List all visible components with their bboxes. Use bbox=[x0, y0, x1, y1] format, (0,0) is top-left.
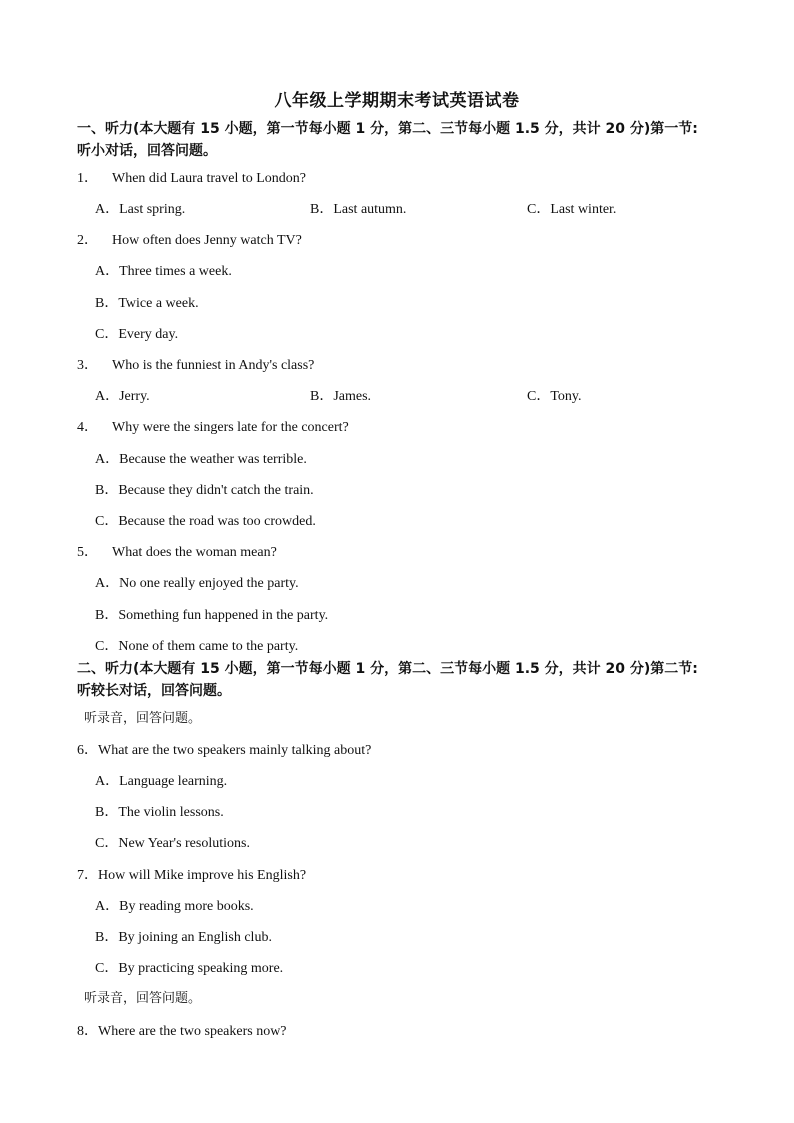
option-a: A．Because the weather was terrible. bbox=[95, 452, 307, 467]
option-a: A．Last spring. bbox=[95, 202, 186, 217]
listening-instruction: 听录音，回答问题。 bbox=[84, 991, 202, 1006]
question-text: Who is the funniest in Andy's class? bbox=[112, 358, 315, 373]
option-c: C．Every day. bbox=[95, 327, 179, 342]
option-a: A．No one really enjoyed the party. bbox=[95, 576, 299, 591]
question-text: When did Laura travel to London? bbox=[112, 171, 306, 186]
question-text: What are the two speakers mainly talking about? bbox=[98, 743, 372, 758]
question-8 bbox=[77, 1020, 287, 1040]
question-text: Where are the two speakers now? bbox=[98, 1024, 287, 1039]
question-6 bbox=[77, 739, 371, 759]
option-a: A．Language learning. bbox=[95, 774, 228, 789]
option-c: C．By practicing speaking more. bbox=[95, 961, 284, 976]
question-1 bbox=[77, 167, 306, 187]
question-4 bbox=[77, 416, 349, 436]
question-text: How will Mike improve his English? bbox=[98, 868, 307, 883]
question-number: 4． bbox=[77, 420, 98, 435]
question-7 bbox=[77, 864, 306, 884]
question-text: What does the woman mean? bbox=[112, 545, 277, 560]
option-b: B．James. bbox=[310, 389, 372, 404]
question-number: 2． bbox=[77, 233, 98, 248]
question-5 bbox=[77, 541, 277, 561]
section-heading-line: 二、听力(本大题有 15 小题，第一节每小题 1 分，第二、三节每小题 1.5 分，共计 20 分)第二节: bbox=[77, 661, 698, 677]
question-number: 5． bbox=[77, 545, 98, 560]
option-b: B．The violin lessons. bbox=[95, 805, 224, 820]
section-heading-line: 听较长对话，回答问题。 bbox=[77, 683, 231, 699]
option-a: A．By reading more books. bbox=[95, 899, 254, 914]
page-title: 八年级上学期期末考试英语试卷 bbox=[274, 91, 520, 111]
option-b: B．Twice a week. bbox=[95, 296, 199, 311]
option-b: B．By joining an English club. bbox=[95, 930, 272, 945]
section-heading-line: 一、听力(本大题有 15 小题，第一节每小题 1 分，第二、三节每小题 1.5 分，共计 20 分)第一节: bbox=[77, 121, 698, 137]
option-c: C．Tony. bbox=[527, 389, 582, 404]
option-c: C．Because the road was too crowded. bbox=[95, 514, 316, 529]
question-number: 8． bbox=[77, 1024, 98, 1039]
question-number: 7． bbox=[77, 868, 98, 883]
option-a: A．Jerry. bbox=[95, 389, 150, 404]
question-text: Why were the singers late for the concert? bbox=[112, 420, 349, 435]
option-b: B．Because they didn't catch the train. bbox=[95, 483, 314, 498]
option-b: B．Last autumn. bbox=[310, 202, 407, 217]
question-2 bbox=[77, 229, 302, 249]
option-c: C．Last winter. bbox=[527, 202, 617, 217]
listening-instruction: 听录音，回答问题。 bbox=[84, 711, 202, 726]
option-a: A．Three times a week. bbox=[95, 264, 232, 279]
question-3 bbox=[77, 354, 314, 374]
section-heading-1 bbox=[77, 118, 757, 162]
option-c: C．None of them came to the party. bbox=[95, 639, 299, 654]
option-c: C．New Year's resolutions. bbox=[95, 836, 250, 851]
question-text: How often does Jenny watch TV? bbox=[112, 233, 302, 248]
question-number: 1． bbox=[77, 171, 98, 186]
question-number: 6． bbox=[77, 743, 98, 758]
question-number: 3． bbox=[77, 358, 98, 373]
section-heading-line: 听小对话，回答问题。 bbox=[77, 143, 217, 159]
section-heading-2 bbox=[77, 658, 757, 702]
option-b: B．Something fun happened in the party. bbox=[95, 608, 329, 623]
